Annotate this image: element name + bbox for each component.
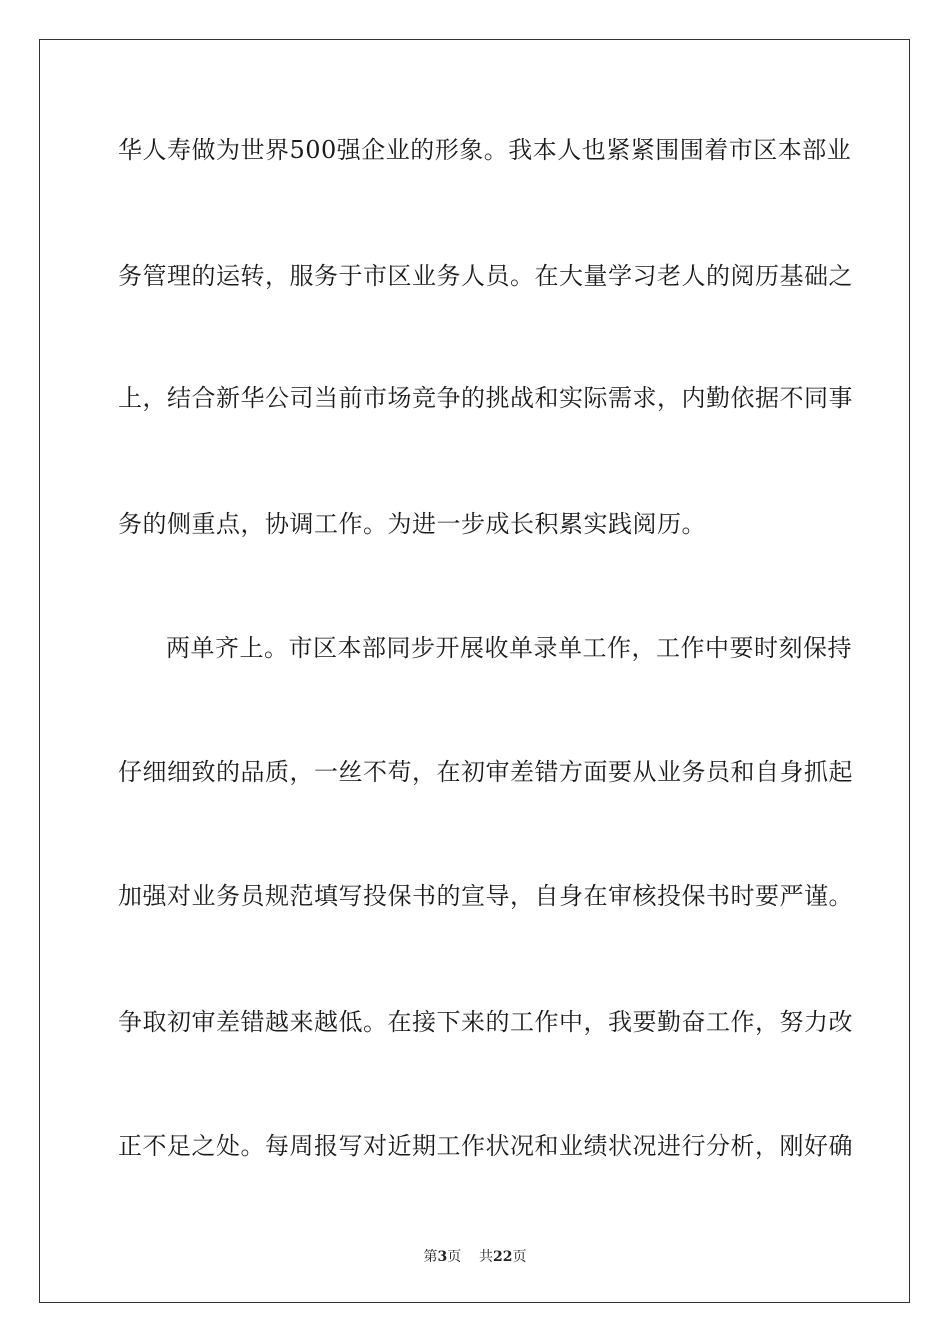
footer-total-suffix: 页 — [512, 1249, 527, 1265]
footer-total-prefix: 共 — [479, 1249, 494, 1265]
body-line-7: 加强对业务员规范填写投保书的宣导，自身在审核投保书时要严谨。 — [118, 882, 853, 910]
footer-page-suffix: 页 — [447, 1249, 462, 1265]
body-line-9: 正不足之处。每周报写对近期工作状况和业绩状况进行分析，刚好确 — [118, 1132, 853, 1160]
body-line-6: 仔细细致的品质，一丝不苟，在初审差错方面要从业务员和自身抓起 — [118, 758, 853, 786]
body-line-4: 务的侧重点，协调工作。为进一步成长积累实践阅历。 — [118, 510, 706, 538]
body-line-5: 两单齐上。市区本部同步开展收单录单工作，工作中要时刻保持 — [166, 634, 852, 662]
footer-total-pages: 22 — [493, 1249, 513, 1265]
body-line-2: 务管理的运转，服务于市区业务人员。在大量学习老人的阅历基础之 — [118, 262, 853, 290]
body-line-8: 争取初审差错越来越低。在接下来的工作中，我要勤奋工作，努力改 — [118, 1008, 853, 1036]
page-border — [39, 39, 910, 1303]
page-footer — [0, 1248, 950, 1266]
footer-page-prefix: 第 — [423, 1249, 438, 1265]
footer-page-number: 3 — [437, 1249, 448, 1265]
body-line-1: 华人寿做为世界500强企业的形象。我本人也紧紧围围着市区本部业 — [118, 136, 852, 164]
body-line-3: 上，结合新华公司当前市场竞争的挑战和实际需求，内勤依据不同事 — [118, 384, 853, 412]
